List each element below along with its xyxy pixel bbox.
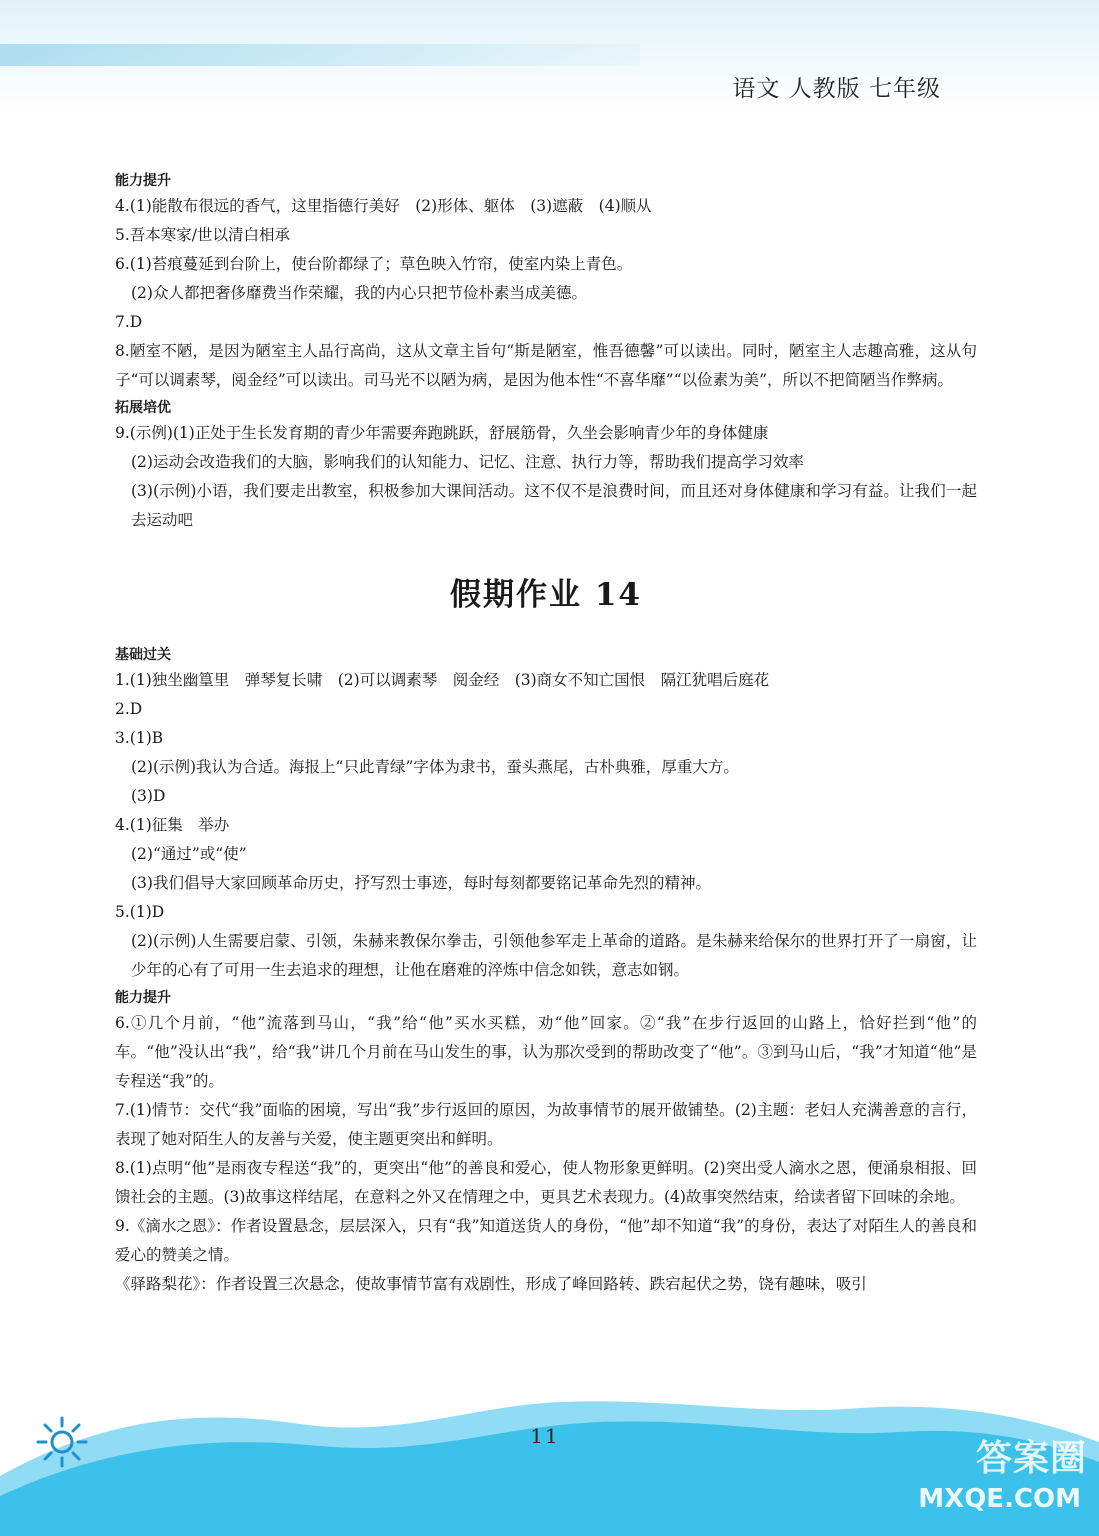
page-content	[115, 168, 977, 1299]
answer-line: (3)D	[131, 787, 166, 805]
page-number: 11	[530, 1424, 560, 1448]
answer-line: 5.(1)D	[115, 903, 165, 921]
answer-line: (3)我们倡导大家回顾革命历史，抒写烈士事迹，每时每刻都要铭记革命先烈的精神。	[131, 874, 711, 892]
answer-line: (2)(示例)我认为合适。海报上“只此青绿”字体为隶书，蚕头燕尾，古朴典雅，厚重大方。	[131, 758, 739, 776]
answer-line: 4.(1)征集 举办	[115, 816, 230, 834]
answer-paragraph: 9.《滴水之恩》：作者设置悬念，层层深入，只有“我”知道送货人的身份，“他”却不知道“我”的身份，表达了对陌生人的善良和爱心的赞美之情。	[115, 1217, 977, 1264]
answer-line: 9.(示例)(1)正处于生长发育期的青少年需要奔跑跳跃，舒展筋骨，久坐会影响青少年的身体健康	[115, 424, 769, 442]
answer-line: 4.(1)能散布很远的香气，这里指德行美好 (2)形体、躯体 (3)遮蔽 (4)顺从	[115, 197, 652, 215]
page-header-title: 语文 人教版 七年级	[732, 76, 941, 102]
watermark-logo-text: 答案圈	[975, 1438, 1087, 1479]
answer-line: 1.(1)独坐幽篁里 弹琴复长啸 (2)可以调素琴 阅金经 (3)商女不知亡国恨 隔江犹唱后庭花	[115, 671, 770, 689]
section-label-basic: 基础过关	[115, 647, 171, 663]
answer-line: 2.D	[115, 700, 143, 718]
answer-line: 3.(1)B	[115, 729, 164, 747]
chapter-title: 假期作业 14	[450, 577, 642, 613]
answer-paragraph: 8.陋室不陋，是因为陋室主人品行高尚，这从文章主旨句“斯是陋室，惟吾德馨”可以读出。同时，陋室主人志趣高雅，这从句子“可以调素琴，阅金经”可以读出。司马光不以陋为病，是因为他本性“不喜华靡”“以俭素为美”，所以不把简陋当作弊病。	[115, 342, 977, 389]
answer-line: 7.D	[115, 313, 143, 331]
answer-paragraph: 8.(1)点明“他”是雨夜专程送“我”的，更突出“他”的善良和爱心，使人物形象更鲜明。(2)突出受人滴水之恩，便涌泉相报、回馈社会的主题。(3)故事这样结尾，在意料之外又在情理之中，更具艺术表现力。(4)故事突然结束，给读者留下回味的余地。	[115, 1159, 977, 1206]
answer-line: (2)“通过”或“使”	[131, 845, 247, 863]
answer-paragraph: (2)(示例)人生需要启蒙、引领，朱赫来教保尔拳击，引领他参军走上革命的道路。是朱赫来给保尔的世界打开了一扇窗，让少年的心有了可用一生去追求的理想，让他在磨难的淬炼中信念如铁，意志如钢。	[131, 932, 977, 979]
answer-line: 5.吾本寒家/世以清白相承	[115, 226, 291, 244]
answer-paragraph: 7.(1)情节：交代“我”面临的困境，写出“我”步行返回的原因，为故事情节的展开做铺垫。(2)主题：老妇人充满善意的言行，表现了她对陌生人的友善与关爱，使主题更突出和鲜明。	[115, 1101, 977, 1148]
section-label-ability: 能力提升	[115, 990, 171, 1006]
section-label-ability: 能力提升	[115, 173, 171, 189]
sun-icon	[34, 1414, 90, 1470]
answer-paragraph: 6.①几个月前，“他”流落到马山，“我”给“他”买水买糕，劝“他”回家。②“我”在步行返回的山路上，恰好拦到“他”的车。“他”没认出“我”，给“我”讲几个月前在马山发生的事，认为那次受到的帮助改变了“他”。③到马山后，“我”才知道“他”是专程送“我”的。	[115, 1014, 977, 1090]
section-label-expand: 拓展培优	[115, 400, 171, 416]
answer-line: (2)众人都把奢侈靡费当作荣耀，我的内心只把节俭朴素当成美德。	[131, 284, 587, 302]
watermark-url: MXQE.COM	[918, 1484, 1081, 1514]
answer-line: 6.(1)苔痕蔓延到台阶上，使台阶都绿了；草色映入竹帘，使室内染上青色。	[115, 255, 633, 273]
watermark	[907, 1424, 1087, 1524]
answer-line: 《驿路梨花》：作者设置三次悬念，使故事情节富有戏剧性，形成了峰回路转、跌宕起伏之势，饶有趣味，吸引	[115, 1275, 867, 1293]
answer-line: (2)运动会改造我们的大脑，影响我们的认知能力、记忆、注意、执行力等，帮助我们提高学习效率	[131, 453, 804, 471]
answer-paragraph: (3)(示例)小语，我们要走出教室，积极参加大课间活动。这不仅不是浪费时间，而且还对身体健康和学习有益。让我们一起去运动吧	[131, 482, 977, 529]
top-decoration-streak	[0, 44, 640, 66]
